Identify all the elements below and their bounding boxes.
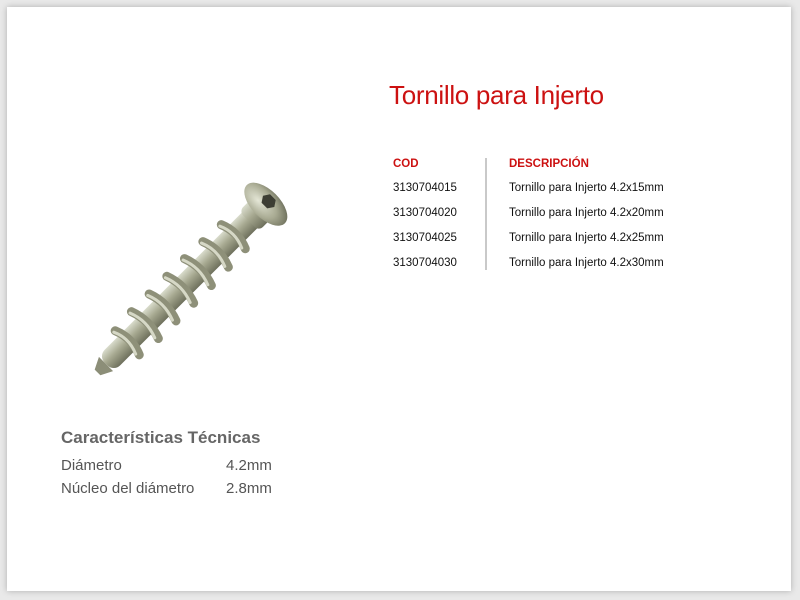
spec-value: 4.2mm — [226, 457, 272, 474]
header-description: DESCRIPCIÓN — [509, 158, 589, 170]
row-code: 3130704015 — [393, 181, 457, 194]
row-description: Tornillo para Injerto 4.2x25mm — [509, 231, 664, 244]
table-header — [393, 155, 664, 173]
page-title: Tornillo para Injerto — [389, 80, 604, 110]
specs-section — [61, 428, 272, 500]
table-row — [393, 250, 664, 275]
row-code: 3130704025 — [393, 231, 457, 244]
table-row — [393, 175, 664, 200]
spec-label: Diámetro — [61, 457, 122, 474]
table-row — [393, 200, 664, 225]
product-table — [393, 155, 664, 275]
spec-row — [61, 477, 272, 500]
table-row — [393, 225, 664, 250]
spec-row — [61, 454, 272, 477]
specs-title: Características Técnicas — [61, 428, 261, 447]
spec-label: Núcleo del diámetro — [61, 480, 195, 497]
spec-value: 2.8mm — [226, 480, 272, 497]
row-description: Tornillo para Injerto 4.2x15mm — [509, 181, 664, 194]
screw-image — [70, 150, 340, 380]
row-code: 3130704020 — [393, 206, 457, 219]
header-code: COD — [393, 158, 419, 170]
row-code: 3130704030 — [393, 256, 457, 269]
row-description: Tornillo para Injerto 4.2x30mm — [509, 256, 664, 269]
row-description: Tornillo para Injerto 4.2x20mm — [509, 206, 664, 219]
